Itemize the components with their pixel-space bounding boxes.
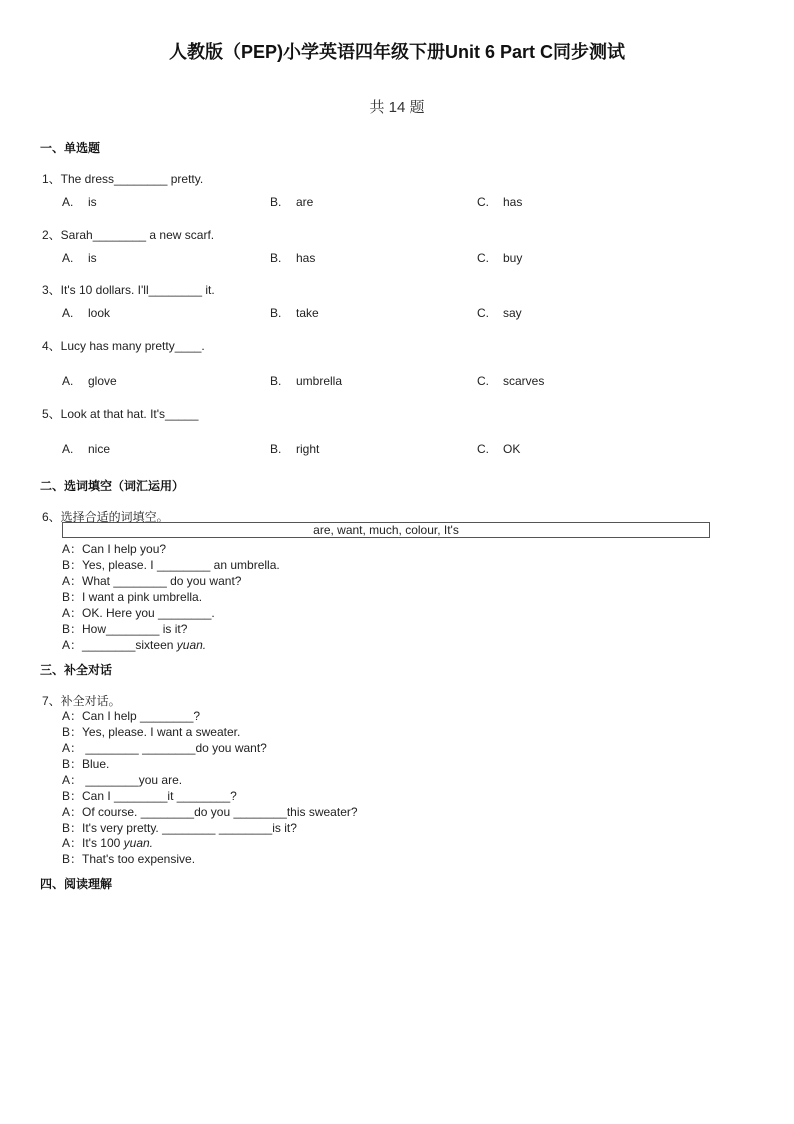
option-letter: A. xyxy=(62,306,74,320)
dialogue-line: A：Of course. ________do you ________this sweater? xyxy=(62,805,358,819)
dialogue-line: B：Can I ________it ________? xyxy=(62,789,237,803)
question-3-option-a[interactable] xyxy=(62,306,110,320)
dialogue-line: B：Blue. xyxy=(62,757,110,771)
option-letter: B. xyxy=(270,442,282,456)
question-1-stem: 1、The dress________ pretty. xyxy=(42,172,204,186)
question-5-option-c[interactable] xyxy=(477,442,520,456)
option-letter: A. xyxy=(62,251,74,265)
dialogue-text: A：It's 100 xyxy=(62,836,124,850)
question-6-stem: 6、选择合适的词填空。 xyxy=(42,510,169,524)
dialogue-line: B：Yes, please. I want a sweater. xyxy=(62,725,241,739)
option-text: glove xyxy=(88,374,117,388)
yuan-word: yuan. xyxy=(176,638,207,652)
dialogue-line: A：OK. Here you ________. xyxy=(62,606,215,620)
question-3-stem: 3、It's 10 dollars. I'll________ it. xyxy=(42,283,215,297)
section-heading-single-choice: 一、单选题 xyxy=(40,141,101,155)
option-text: nice xyxy=(88,442,111,456)
dialogue-line: A：Can I help you? xyxy=(62,542,167,556)
option-text: has xyxy=(503,195,523,209)
option-text: scarves xyxy=(503,374,545,388)
question-4-stem: 4、Lucy has many pretty____. xyxy=(42,339,205,353)
section-heading-word-fill: 二、选词填空（词汇运用） xyxy=(40,479,185,493)
question-5-stem: 5、Look at that hat. It's_____ xyxy=(42,407,199,421)
question-2-stem: 2、Sarah________ a new scarf. xyxy=(42,228,215,242)
option-letter: C. xyxy=(477,374,489,388)
page-title: 人教版（PEP)小学英语四年级下册Unit 6 Part C同步测试 xyxy=(168,42,626,62)
option-text: say xyxy=(503,306,522,320)
option-letter: A. xyxy=(62,195,74,209)
dialogue-line: B：I want a pink umbrella. xyxy=(62,590,203,604)
option-text: buy xyxy=(503,251,523,265)
question-5-option-b[interactable] xyxy=(270,442,319,456)
question-3-option-b[interactable] xyxy=(270,306,319,320)
question-2-option-a[interactable] xyxy=(62,251,97,265)
dialogue-line xyxy=(62,637,206,653)
question-7-stem: 7、补全对话。 xyxy=(42,694,121,708)
option-letter: A. xyxy=(62,374,74,388)
question-count: 共 14 题 xyxy=(369,99,425,116)
option-text: take xyxy=(296,306,319,320)
question-5-option-a[interactable] xyxy=(62,442,110,456)
dialogue-line: B：That's too expensive. xyxy=(62,852,196,866)
question-4-option-c[interactable] xyxy=(477,374,544,388)
question-4-option-a[interactable] xyxy=(62,374,117,388)
dialogue-line xyxy=(62,835,153,851)
dialogue-line: B：How________ is it? xyxy=(62,622,188,636)
option-text: umbrella xyxy=(296,374,343,388)
section-heading-dialogue: 三、补全对话 xyxy=(40,663,113,677)
question-4-option-b[interactable] xyxy=(270,374,342,388)
question-1-option-b[interactable] xyxy=(270,195,313,209)
option-text: right xyxy=(296,442,320,456)
option-text: OK xyxy=(503,442,521,456)
question-2-option-b[interactable] xyxy=(270,251,315,265)
option-letter: C. xyxy=(477,251,489,265)
question-1-option-a[interactable] xyxy=(62,195,97,209)
option-letter: B. xyxy=(270,374,282,388)
option-letter: C. xyxy=(477,442,489,456)
question-2-option-c[interactable] xyxy=(477,251,522,265)
option-letter: C. xyxy=(477,306,489,320)
option-text: has xyxy=(296,251,316,265)
question-3-option-c[interactable] xyxy=(477,306,522,320)
yuan-word: yuan. xyxy=(123,836,154,850)
option-text: is xyxy=(88,195,97,209)
dialogue-line: A： ________you are. xyxy=(62,773,183,787)
dialogue-line: A：What ________ do you want? xyxy=(62,574,242,588)
section-heading-reading: 四、阅读理解 xyxy=(40,877,113,891)
option-text: look xyxy=(88,306,111,320)
dialogue-line: B：It's very pretty. ________ ________is it? xyxy=(62,821,297,835)
option-text: is xyxy=(88,251,97,265)
option-letter: A. xyxy=(62,442,74,456)
option-text: are xyxy=(296,195,314,209)
option-letter: B. xyxy=(270,306,282,320)
word-bank-box: are, want, much, colour, It's xyxy=(62,522,710,538)
option-letter: B. xyxy=(270,251,282,265)
dialogue-line: A：Can I help ________? xyxy=(62,709,201,723)
dialogue-text: A：________sixteen xyxy=(62,638,177,652)
option-letter: C. xyxy=(477,195,489,209)
question-1-option-c[interactable] xyxy=(477,195,522,209)
dialogue-line: A： ________ ________do you want? xyxy=(62,741,267,755)
option-letter: B. xyxy=(270,195,282,209)
dialogue-line: B：Yes, please. I ________ an umbrella. xyxy=(62,558,280,572)
